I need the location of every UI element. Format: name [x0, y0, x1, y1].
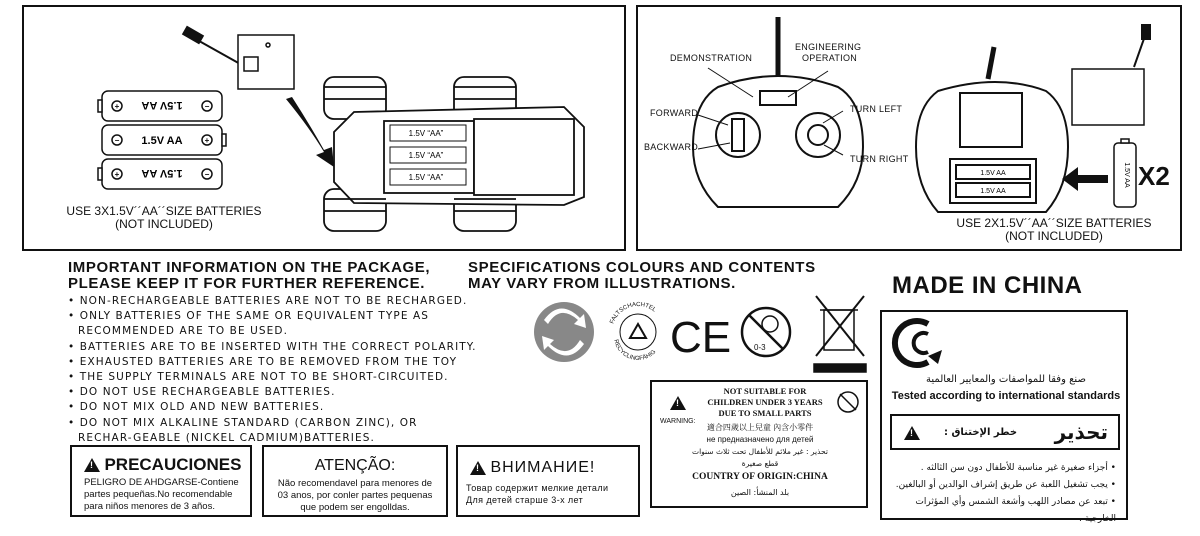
- svg-text:CE: CE: [670, 313, 732, 362]
- not-suitable-chinese: 適合四歲以上兒童 內含小零件: [706, 423, 814, 432]
- svg-text:−: −: [204, 102, 210, 111]
- arabic-bullets: [892, 460, 1116, 528]
- single-battery-label: 1.5V AA: [1123, 162, 1130, 188]
- atencao-line2: 03 anos, por conler partes pequenas: [277, 490, 433, 501]
- no-baby-icon: [836, 390, 860, 414]
- precauciones-body: [84, 477, 239, 513]
- precauciones-title-row: [84, 455, 241, 475]
- label-turn-left: TURN LEFT: [850, 104, 903, 114]
- atencao-box: [262, 445, 448, 517]
- svg-text:RECYCLINGFÄHIG: RECYCLINGFÄHIG: [612, 338, 658, 363]
- not-suitable-line1: NOT SUITABLE FOR: [723, 386, 807, 396]
- screwdriver-icon: [183, 27, 242, 65]
- label-forward: FORWARD: [650, 108, 699, 118]
- arabic-bullet: • أجزاء صغيرة غير مناسبة للأطفال دون سن الثالثه .: [920, 463, 1116, 473]
- not-suitable-arabic-2: قطع صغيرة: [741, 459, 779, 468]
- svg-text:+: +: [114, 170, 120, 179]
- remote-battery-caption: [934, 217, 1174, 243]
- warning-triangle-icon: [670, 396, 686, 410]
- rule-item: RECHAR-GEABLE (NICKEL CADMIUM)BATTERIES.: [78, 431, 375, 444]
- weee-bin-icon: [814, 296, 866, 372]
- precauciones-title: PRECAUCIONES: [104, 455, 242, 474]
- important-heading-1: IMPORTANT INFORMATION ON THE PACKAGE,: [68, 259, 431, 276]
- tested-standards-box: [880, 310, 1128, 524]
- battery-label-2: 1.5V AA: [141, 135, 183, 147]
- country-of-origin-arabic: بلد المنشأ: الصين: [730, 488, 790, 497]
- battery-label-3: 1.5V AA: [141, 167, 183, 179]
- remote-caption-line1: USE 2X1.5V´´AA´´SIZE BATTERIES: [956, 216, 1152, 230]
- car-battery-panel: [22, 5, 626, 251]
- svg-text:−: −: [204, 170, 210, 179]
- rule-item: RECOMMENDED ARE TO BE USED.: [78, 325, 289, 338]
- label-demonstration: DEMONSTRATION: [670, 53, 753, 63]
- ce-mark-icon: [670, 313, 731, 362]
- remote-cover-icon: [1072, 69, 1144, 125]
- vnimanie-line2: Для детей старше 3-х лет: [466, 495, 584, 505]
- warning-triangle-icon: [84, 458, 100, 472]
- not-suitable-text: [700, 386, 830, 419]
- label-backward: BACKWARD: [644, 142, 699, 152]
- not-suitable-russian: не предназначено для детей: [706, 435, 814, 444]
- label-operation: OPERATION: [802, 53, 858, 63]
- precauciones-box: [70, 445, 252, 517]
- remote-screwdriver-icon: [1134, 25, 1150, 67]
- arabic-warning-title: تحذير: [1054, 420, 1108, 444]
- rule-item: • THE SUPPLY TERMINALS ARE NOT TO BE SHORT-CIRCUITED.: [68, 371, 449, 384]
- car-battery-label-2: 1.5V “AA”: [408, 151, 444, 160]
- label-engineering: ENGINEERING: [795, 42, 862, 52]
- green-dot-icon: [534, 302, 594, 362]
- svg-text:+: +: [204, 136, 210, 145]
- car-caption-line1: USE 3X1.5V´´AA´´SIZE BATTERIES: [66, 204, 262, 218]
- warning-triangle-icon: [904, 426, 920, 440]
- svg-text:FALTSCHACHTEL: FALTSCHACHTEL: [609, 301, 657, 325]
- car-battery-caption: [44, 205, 284, 231]
- vnimanie-box: [456, 445, 640, 517]
- made-in-label: MADE IN CHINA: [892, 272, 1083, 299]
- precauciones-line2: partes pequeñas.No recomendable: [84, 489, 233, 500]
- warning-label: WARNING:: [660, 418, 696, 425]
- warning-triangle-icon: [470, 461, 486, 475]
- precauciones-line1: PELIGRO DE AHDGARSE-Contiene: [84, 477, 239, 488]
- battery-cover-icon: [238, 35, 294, 89]
- svg-text:+: +: [114, 102, 120, 111]
- remote-illustration: [638, 7, 1180, 249]
- specifications-heading-2: MAY VARY FROM ILLUSTRATIONS.: [468, 275, 736, 292]
- battery-rules-list: [68, 294, 477, 446]
- remote-battery-label-1: 1.5V AA: [980, 170, 1006, 177]
- rule-item: • DO NOT MIX OLD AND NEW BATTERIES.: [68, 401, 325, 414]
- battery-label-1: 1.5V AA: [141, 99, 183, 111]
- arabic-warning-header: [890, 414, 1120, 450]
- age-label: 0-3: [754, 343, 766, 352]
- important-heading-2: PLEASE KEEP IT FOR FURTHER REFERENCE.: [68, 275, 425, 292]
- precauciones-line3: para niños menores de 3 años.: [84, 501, 215, 512]
- remote-battery-label-2: 1.5V AA: [980, 188, 1006, 195]
- age-restriction-icon: [742, 308, 790, 356]
- vnimanie-title-row: [470, 459, 595, 477]
- x2-label: X2: [1138, 161, 1170, 191]
- atencao-line3: que podem ser engolldas.: [300, 502, 410, 513]
- recycling-icon: [609, 302, 664, 362]
- not-suitable-line3: DUE TO SMALL PARTS: [718, 408, 812, 418]
- vnimanie-body: [466, 482, 608, 506]
- rule-item: • DO NOT USE RECHARGEABLE BATTERIES.: [68, 386, 336, 399]
- rule-item: • BATTERIES ARE TO BE INSERTED WITH THE CORRECT POLARITY.: [68, 340, 477, 353]
- vnimanie-line1: Товар содержит мелкие детали: [466, 483, 609, 493]
- svg-text:−: −: [114, 136, 120, 145]
- not-suitable-arabic-1: تحذير : غير ملائم للأطفال تحت ثلاث سنوات: [692, 447, 828, 456]
- arabic-bullet: • يجب تشغيل اللعبة عن طريق إشراف الوالدين أو البالغين.: [895, 480, 1116, 490]
- rule-item: • NON-RECHARGEABLE BATTERIES ARE NOT TO BE RECHARGED.: [68, 295, 468, 307]
- not-suitable-box: [650, 380, 868, 508]
- country-of-origin: COUNTRY OF ORIGIN:CHINA: [692, 472, 828, 482]
- tested-english: Tested according to international standards: [891, 390, 1121, 402]
- remote-battery-panel: [636, 5, 1182, 251]
- standards-logo-icon: [888, 316, 948, 370]
- rule-item: • DO NOT MIX ALKALINE STANDARD (CARBON ZINC), OR: [68, 416, 418, 429]
- car-caption-line2: (NOT INCLUDED): [115, 217, 213, 231]
- specifications-heading-1: SPECIFICATIONS COLOURS AND CONTENTS: [468, 259, 816, 276]
- arabic-warning-sub: خطر الإختناق :: [944, 427, 1018, 438]
- insert-arrow-icon: [1062, 167, 1108, 191]
- atencao-title: ATENÇÃO:: [314, 457, 396, 474]
- car-battery-label-3: 1.5V “AA”: [408, 173, 444, 182]
- rule-item: • ONLY BATTERIES OF THE SAME OR EQUIVALENT TYPE AS: [68, 310, 430, 323]
- tested-arabic: صنع وفقا للمواصفات والمعايير العالمية: [926, 374, 1086, 385]
- arabic-bullet: • تبعد عن مصادر اللهب وأشعة الشمس وأي المؤثرات الخارجية .: [915, 497, 1116, 524]
- car-battery-label-1: 1.5V “AA”: [408, 129, 444, 138]
- label-turn-right: TURN RIGHT: [850, 154, 909, 164]
- compliance-symbols: [530, 290, 870, 380]
- atencao-line1: Não recomendavel para menores de: [277, 478, 433, 489]
- atencao-body: [266, 478, 444, 514]
- vnimanie-title: ВНИМАНИЕ!: [490, 459, 596, 476]
- rule-item: • EXHAUSTED BATTERIES ARE TO BE REMOVED FROM THE TOY: [68, 355, 458, 368]
- remote-caption-line2: (NOT INCLUDED): [1005, 229, 1103, 243]
- not-suitable-line2: CHILDREN UNDER 3 YEARS: [707, 397, 823, 407]
